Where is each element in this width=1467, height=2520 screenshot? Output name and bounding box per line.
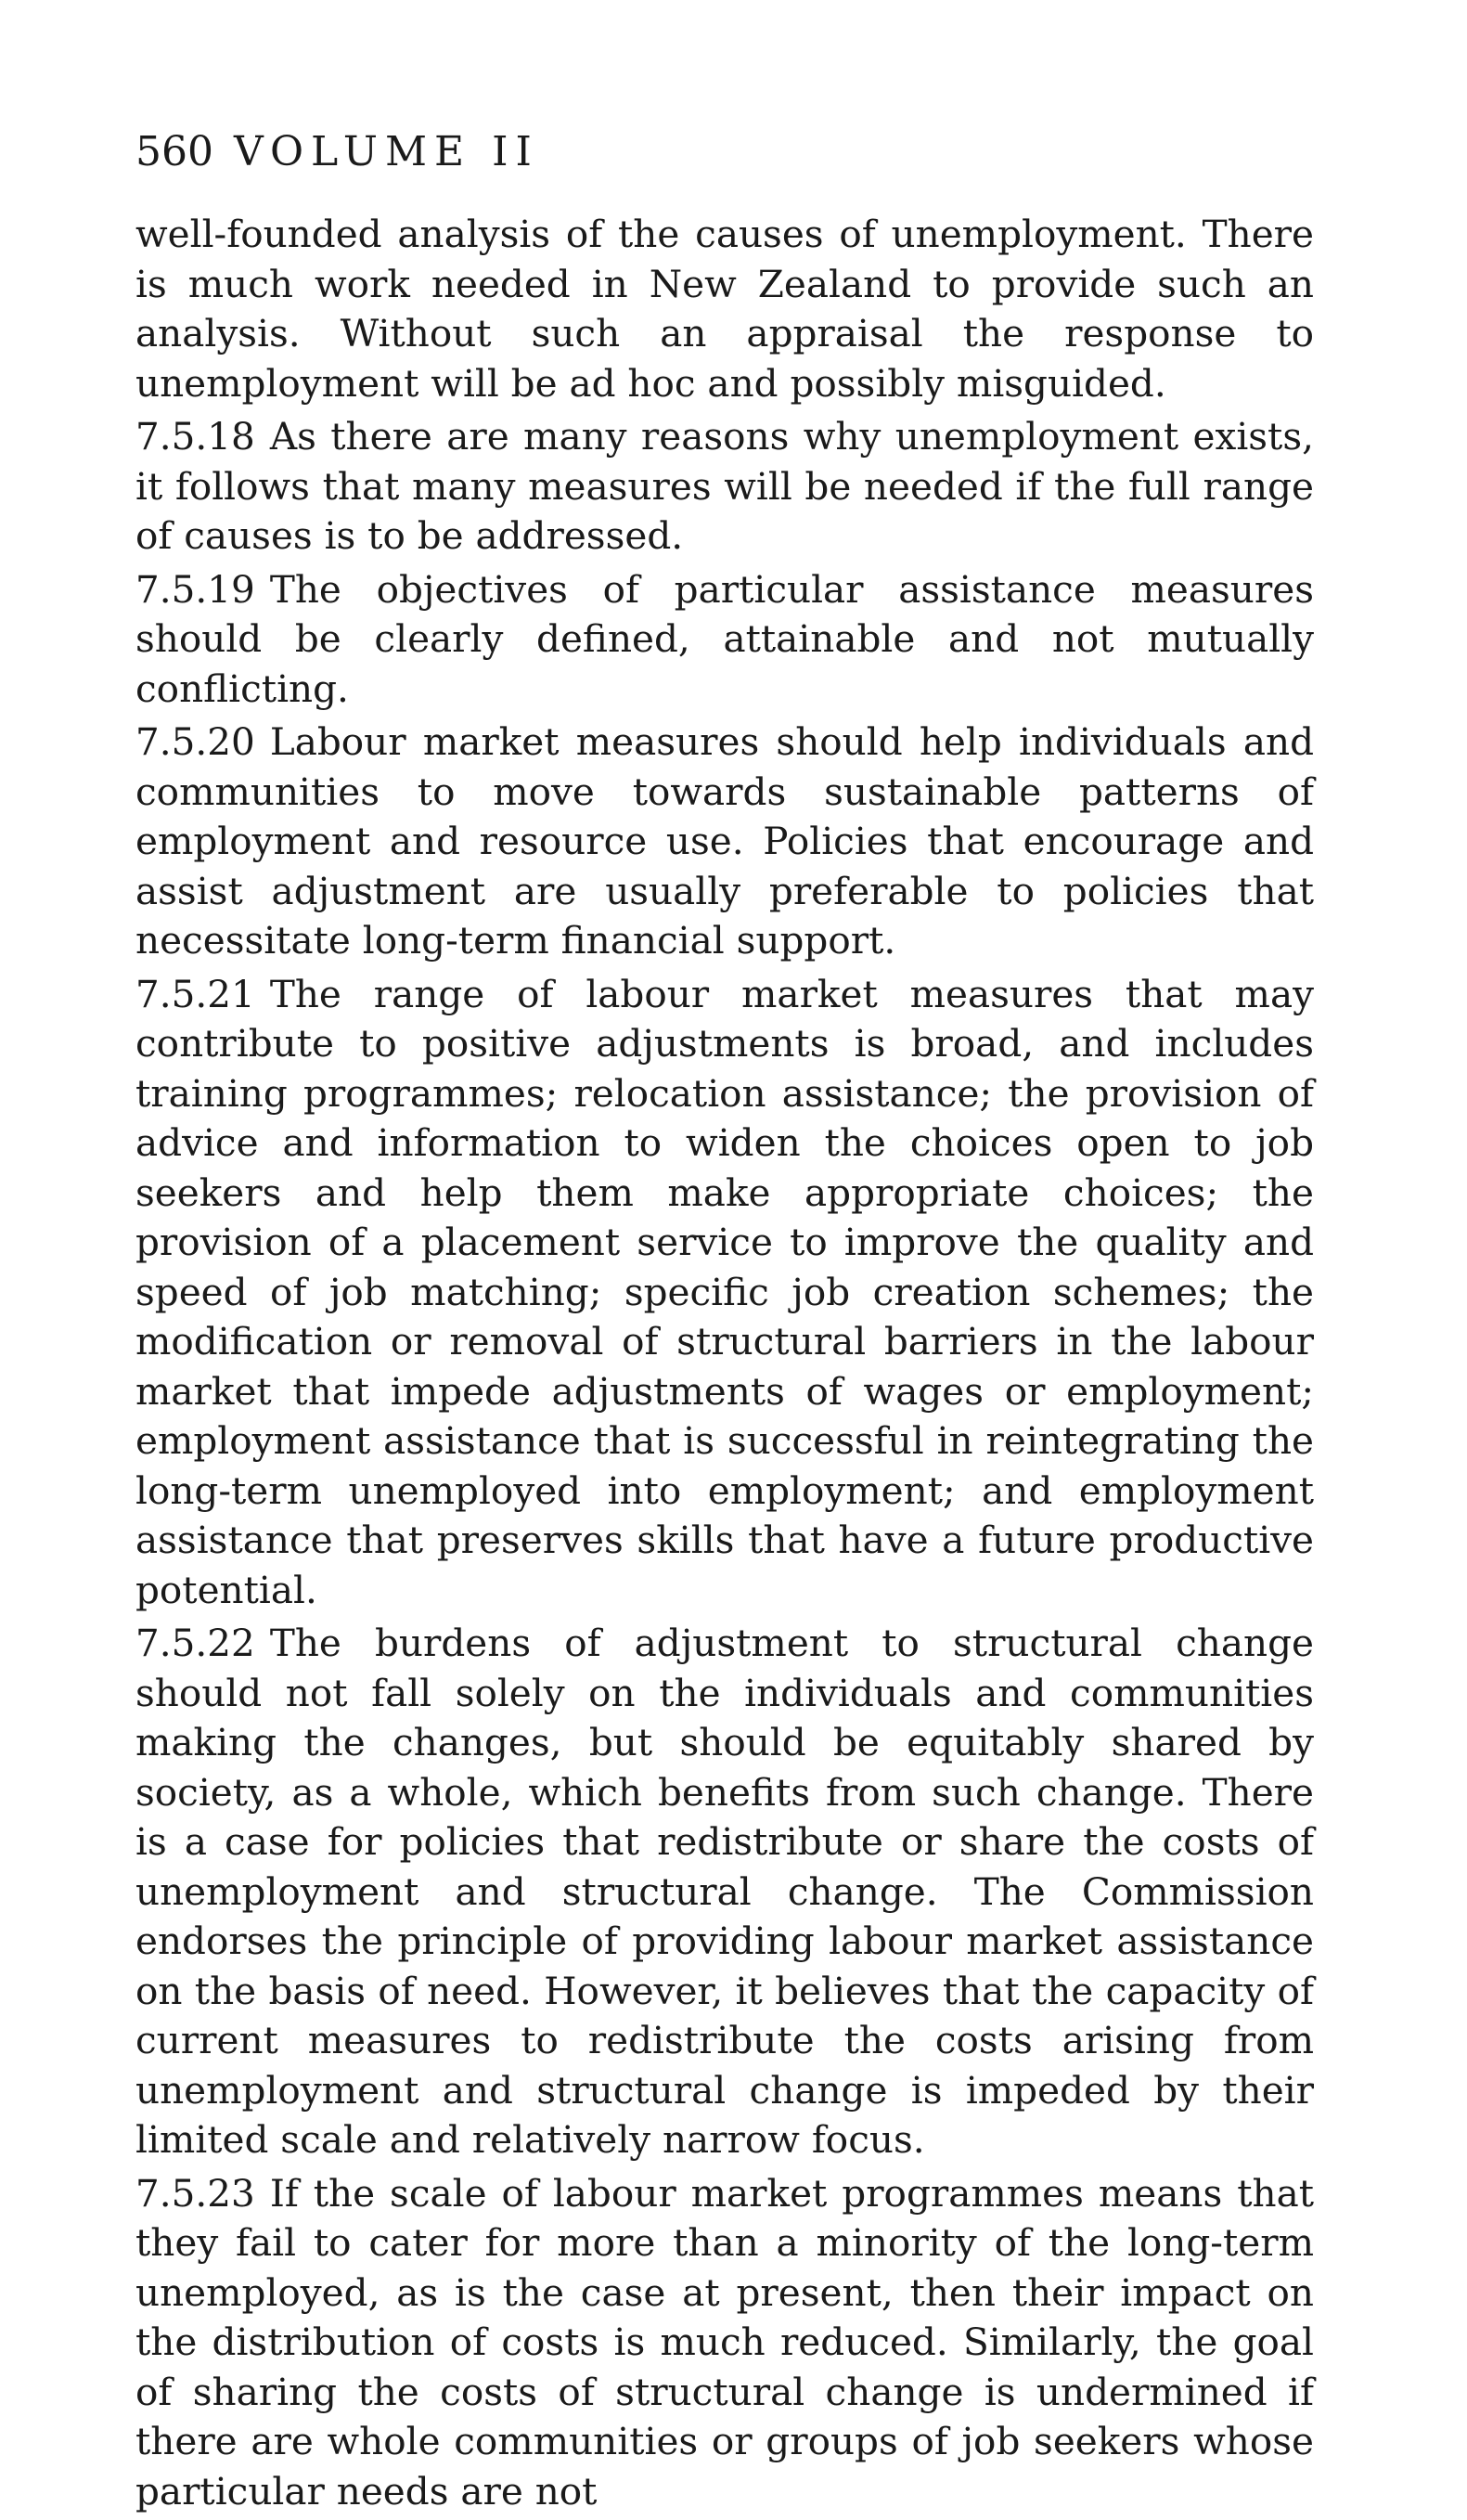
- paragraph-continued: [135, 210, 1314, 408]
- paragraph-number: 7.5.18: [135, 414, 255, 459]
- paragraph-number: 7.5.23: [135, 2170, 255, 2216]
- paragraph-number: 7.5.22: [135, 1621, 255, 1665]
- paragraph-7-5-22: [135, 1619, 1314, 2165]
- paragraph-7-5-19: [135, 565, 1314, 715]
- paragraph-text: The burdens of adjustment to structural change should not fall solely on the individuals and communities making the changes, but should be equitably shared by society, as a whole, which benefits from such change. There is a case for policies that redistribute or share the costs of unemployment and structural change. The Commission endorses the principle of providing labour market assistance on the basis of need. However, it believes that the capacity of current measures to redistribute the costs arising from unemployment and structural change is impeded by their limited scale and relatively narrow focus.: [135, 1621, 1314, 2162]
- volume-label: VOLUME II: [233, 128, 539, 175]
- paragraph-7-5-23: [135, 2169, 1314, 2517]
- paragraph-text: The objectives of particular assistance measures should be clearly defined, attainable and not mutually conflicting.: [135, 566, 1314, 711]
- body-text: [135, 210, 1314, 2520]
- paragraph-number: 7.5.21: [135, 971, 255, 1016]
- paragraph-7-5-20: [135, 717, 1314, 966]
- paragraph-text: If the scale of labour market programmes means that they fail to cater for more than a minority of the long-term unemployed, as is the case at present, then their impact on the distribution of costs is much reduced. Similarly, the goal of sharing the costs of structural change is undermined if there are whole communities or groups of job seekers whose particular needs are not: [135, 2170, 1314, 2514]
- paragraph-number: 7.5.19: [135, 566, 255, 612]
- paragraph-text: The range of labour market measures that may contribute to positive adjustments is broad, and includes training programmes; relocation assistance; the provision of advice and information to widen the choices open to job seekers and help them make appropriate choices; the provision of a placement service to improve the quality and speed of job matching; specific job creation schemes; the modification or removal of structural barriers in the labour market that impede adjustments of wages or employment; employment assistance that is successful in reintegrating the long-term unemployed into employment; and employment assistance that preserves skills that have a future productive potential.: [135, 971, 1314, 1612]
- paragraph-7-5-18: [135, 412, 1314, 562]
- running-head: [135, 126, 539, 178]
- page-number: 560: [135, 128, 213, 175]
- paragraph-text: well-founded analysis of the causes of unemployment. There is much work needed in New Zealand to provide such an analysis. Without such an appraisal the response to unemployment will be ad hoc and possibly misguided.: [135, 212, 1314, 406]
- paragraph-text: As there are many reasons why unemployment exists, it follows that many measures will be needed if the full range of causes is to be addressed.: [135, 414, 1314, 558]
- paragraph-number: 7.5.20: [135, 719, 255, 764]
- paragraph-text: Labour market measures should help individuals and communities to move towards sustainable patterns of employment and resource use. Policies that encourage and assist adjustment are usually preferable to policies that necessitate long-term financial support.: [135, 719, 1314, 963]
- paragraph-7-5-21: [135, 970, 1314, 1616]
